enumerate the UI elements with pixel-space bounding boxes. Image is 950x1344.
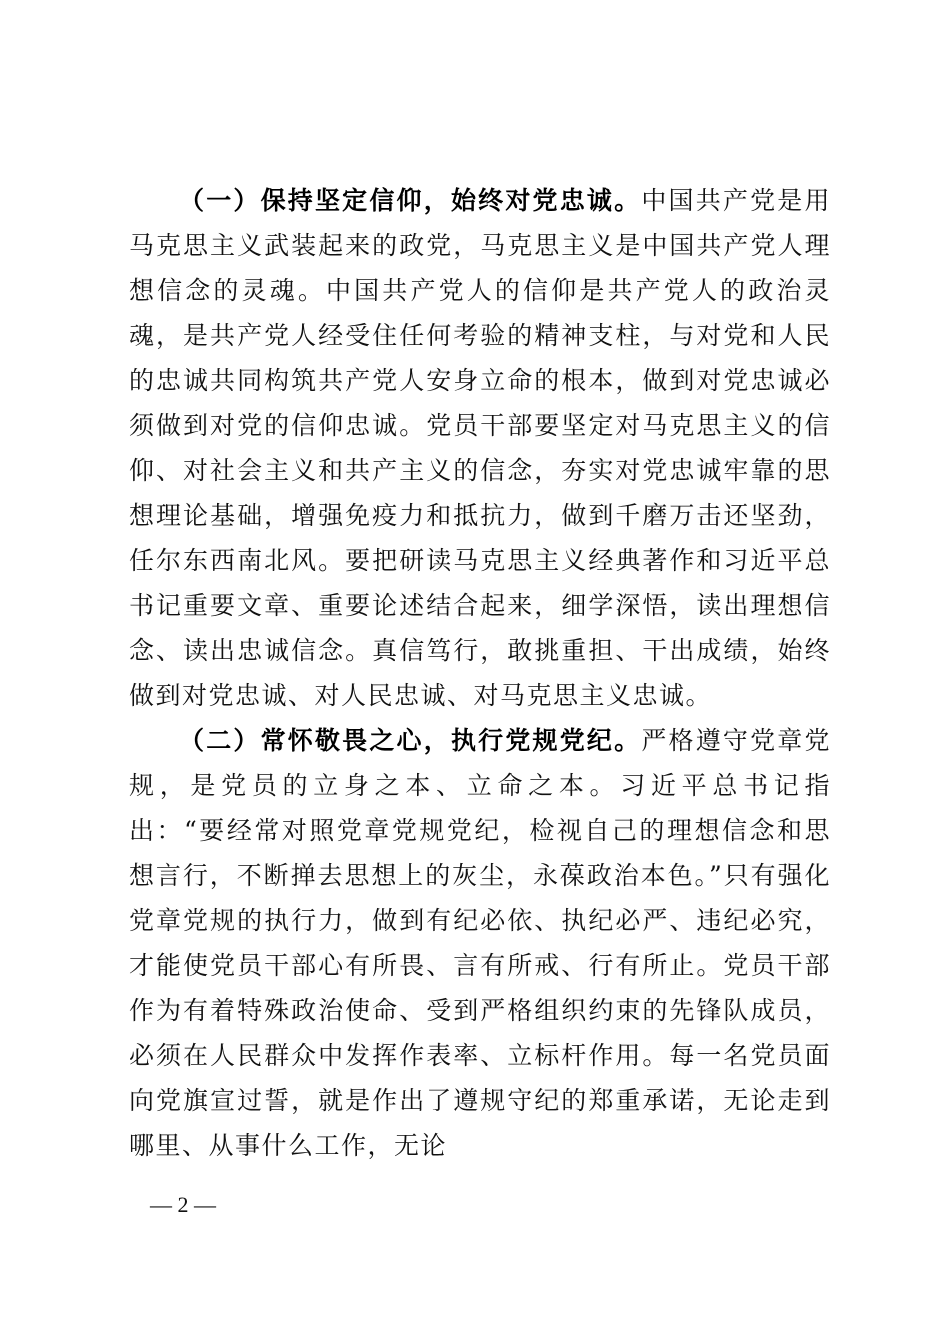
section-2-body: 严格遵守党章党规，是党员的立身之本、立命之本。习近平总书记指出：“要经常对照党章党规党纪，检视自己的理想信念和思想言行，不断掸去思想上的灰尘，永葆政治本色。”只有强化党章党规的执行力，做到有纪必依、执纪必严、违纪必究，才能使党员干部心有所畏、言有所戒、行有所止。党员干部作为有着特殊政治使命、受到严格组织约束的先锋队成员，必须在人民群众中发挥作表率、立标杆作用。每一名党员面向党旗宣过誓，就是作出了遵规守纪的郑重承诺，无论走到哪里、从事什么工作，无论 [129, 726, 831, 1160]
document-body [129, 178, 831, 1168]
page-number: — 2 — [150, 1192, 216, 1217]
section-1-body: 中国共产党是用马克思主义武装起来的政党，马克思主义是中国共产党人理想信念的灵魂。中国共产党人的信仰是共产党人的政治灵魂，是共产党人经受住任何考验的精神支柱，与对党和人民的忠诚共同构筑共产党人安身立命的根本，做到对党忠诚必须做到对党的信仰忠诚。党员干部要坚定对马克思主义的信仰、对社会主义和共产主义的信念，夯实对党忠诚牢靠的思想理论基础，增强免疫力和抵抗力，做到千磨万击还坚劲，任尔东西南北风。要把研读马克思主义经典著作和习近平总书记重要文章、重要论述结合起来，细学深悟，读出理想信念、读出忠诚信念。真信笃行，敢挑重担、干出成绩，始终做到对党忠诚、对人民忠诚、对马克思主义忠诚。 [129, 186, 831, 710]
section-2-heading: （二）常怀敬畏之心，执行党规党纪。 [179, 726, 642, 755]
paragraph-section-2 [129, 718, 831, 1168]
section-1-heading: （一）保持坚定信仰，始终对党忠诚。 [179, 186, 642, 215]
paragraph-section-1 [129, 178, 831, 718]
